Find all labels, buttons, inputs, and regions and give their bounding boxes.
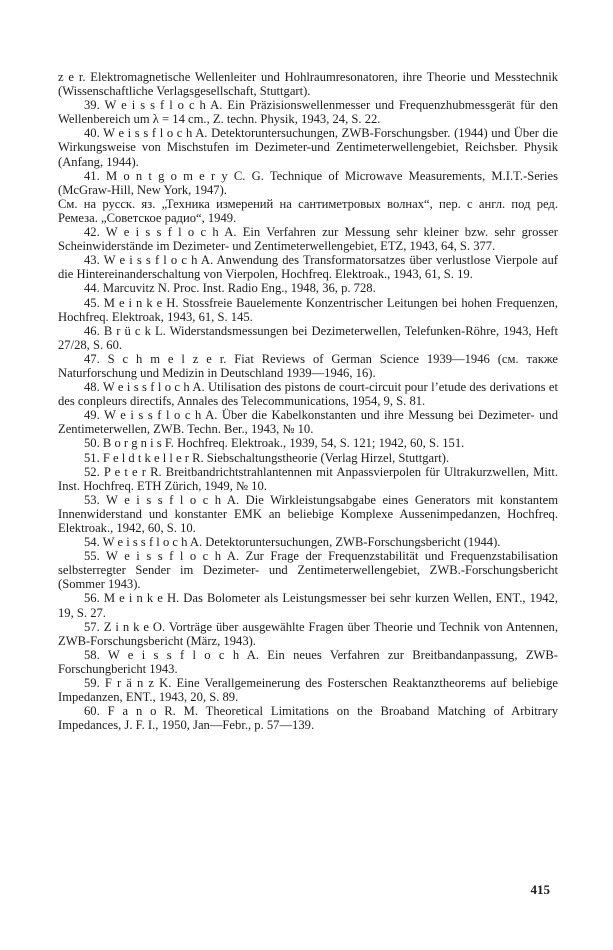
reference-item-42: 42. W e i s s f l o c h A. Ein Verfahren zur Messung sehr kleiner bzw. sehr grosser Scheinwiderstände im Dezimeter- und Zentimeterwellengebiet, ETZ, 1943, 64, S. 377.: [58, 225, 558, 254]
reference-item-56: 56. M e i n k e H. Das Bolometer als Leistungsmesser bei sehr kurzen Wellen, ENT., 1942, 19, S. 27.: [58, 591, 558, 620]
reference-item-60: 60. F a n o R. M. Theoretical Limitations on the Broaband Matching of Arbitrary Impedances, J. F. I., 1950, Jan—Febr., p. 57—139.: [58, 704, 558, 733]
reference-item-52: 52. P e t e r R. Breitbandrichtstrahlantennen mit Anpassvierpolen für Ultrakurzwellen, Mitt. Inst. Hochfreq. ETH Zürich, 1949, № 10.: [58, 464, 558, 493]
reference-item-59: 59. F r ä n z K. Eine Verallgemeinerung des Fosterschen Reaktanztheorems auf beliebige Impedanzen, ENT., 1943, 20, S. 89.: [58, 676, 558, 705]
reference-item-51: 51. F e l d t k e l l e r R. Siebschaltungstheorie (Verlag Hirzel, Stuttgart).: [84, 450, 450, 465]
page-number: 415: [530, 882, 550, 897]
reference-item-49: 49. W e i s s f l o c h A. Über die Kabelkonstanten und ihre Messung bei Dezimeter- und Zentimeterwellen, ZWB. Techn. Ber., 1943, № 10.: [58, 408, 558, 437]
reference-item-53: 53. W e i s s f l o c h A. Die Wirkleistungsabgabe eines Generators mit konstantem Innenwiderstand und konstanter EMK an beliebige Komplexe Aussenimpedanzen, Hochfreq. Elektroak., 1942, 60, S. 10.: [58, 492, 558, 535]
reference-item-57: 57. Z i n k e O. Vorträge über ausgewählte Fragen über Theorie und Technik von Antennen, ZWB-Forschungsbericht (März, 1943).: [58, 619, 558, 648]
reference-item-40: 40. W e i s s f l o c h A. Detektoruntersuchungen, ZWB-Forschungsber. (1944) und Über die Wirkungsweise von Mischstufen im Dezimeter-und Zentimeterwellengebiet, Reichsber. Physik (Anfang, 1944).: [58, 126, 558, 169]
reference-item-58: 58. W e i s s f l o c h A. Ein neues Verfahren zur Breitbandanpassung, ZWB-Forschungbericht 1943.: [58, 647, 558, 676]
reference-item-41: 41. M o n t g o m e r y C. G. Technique of Microwave Measurements, M.I.T.-Series (McGraw-Hill, New York, 1947).: [58, 168, 558, 197]
reference-list: [58, 70, 558, 732]
reference-item-48: 48. W e i s s f l o c h A. Utilisation des pistons de court-circuit pour l’etude des derivations et des conpleurs directifs, Annales des Telecommunications, 1954, 9, S. 81.: [58, 380, 558, 409]
reference-item-continued: z e r. Elektromagnetische Wellenleiter und Hohlraumresonatoren, ihre Theorie und Messtechnik (Wissenschaftliche Verlagsgesellschaft, Stuttgart).: [58, 70, 558, 99]
reference-item-43: 43. W e i s s f l o c h A. Anwendung des Transformatorsatzes über verlustlose Vierpole auf die Hintereinanderschaltung von Vierpolen, Hochfreq. Elektroak., 1943, 61, S. 19.: [58, 253, 558, 282]
reference-item-39: 39. W e i s s f l o c h A. Ein Präzisionswellenmesser und Frequenzhubmessgerät für den Wellenbereich um λ = 14 cm., Z. techn. Physik, 1943, 24, S. 22.: [58, 98, 558, 127]
reference-item-47: 47. S c h m e l z e r. Fiat Reviews of German Science 1939—1946 (см. также Naturforschung und Medizin in Deutschland 1939—1946, 16).: [58, 351, 558, 380]
reference-item-55: 55. W e i s s f l o c h A. Zur Frage der Frequenzstabilität und Frequenzstabilisation selbsterregter Sender im Dezimeter- und Zentimeterwellengebiet, ZWB.-Forschungsbericht (Sommer 1943).: [58, 549, 558, 592]
reference-item-41-russian-note: См. на русск. яз. „Техника измерений на сантиметровых волнах“, пер. с англ. под ред. Ремеза. „Советское радио“, 1949.: [58, 196, 558, 225]
reference-item-44: 44. Marcuvitz N. Proc. Inst. Radio Eng., 1948, 36, p. 728.: [84, 281, 376, 296]
reference-item-45: 45. M e i n k e H. Stossfreie Bauelemente Konzentrischer Leitungen bei hohen Frequenzen, Hochfreq. Elektroak, 1943, 61, S. 145.: [58, 295, 558, 324]
reference-item-46: 46. B r ü c k L. Widerstandsmessungen bei Dezimeterwellen, Telefunken-Röhre, 1943, Heft 27/28, S. 60.: [58, 323, 558, 352]
reference-item-50: 50. B o r g n i s F. Hochfreq. Elektroak., 1939, 54, S. 121; 1942, 60, S. 151.: [84, 436, 465, 451]
reference-item-54: 54. W e i s s f l o c h A. Detektoruntersuchungen, ZWB-Forschungsbericht (1944).: [84, 535, 501, 550]
